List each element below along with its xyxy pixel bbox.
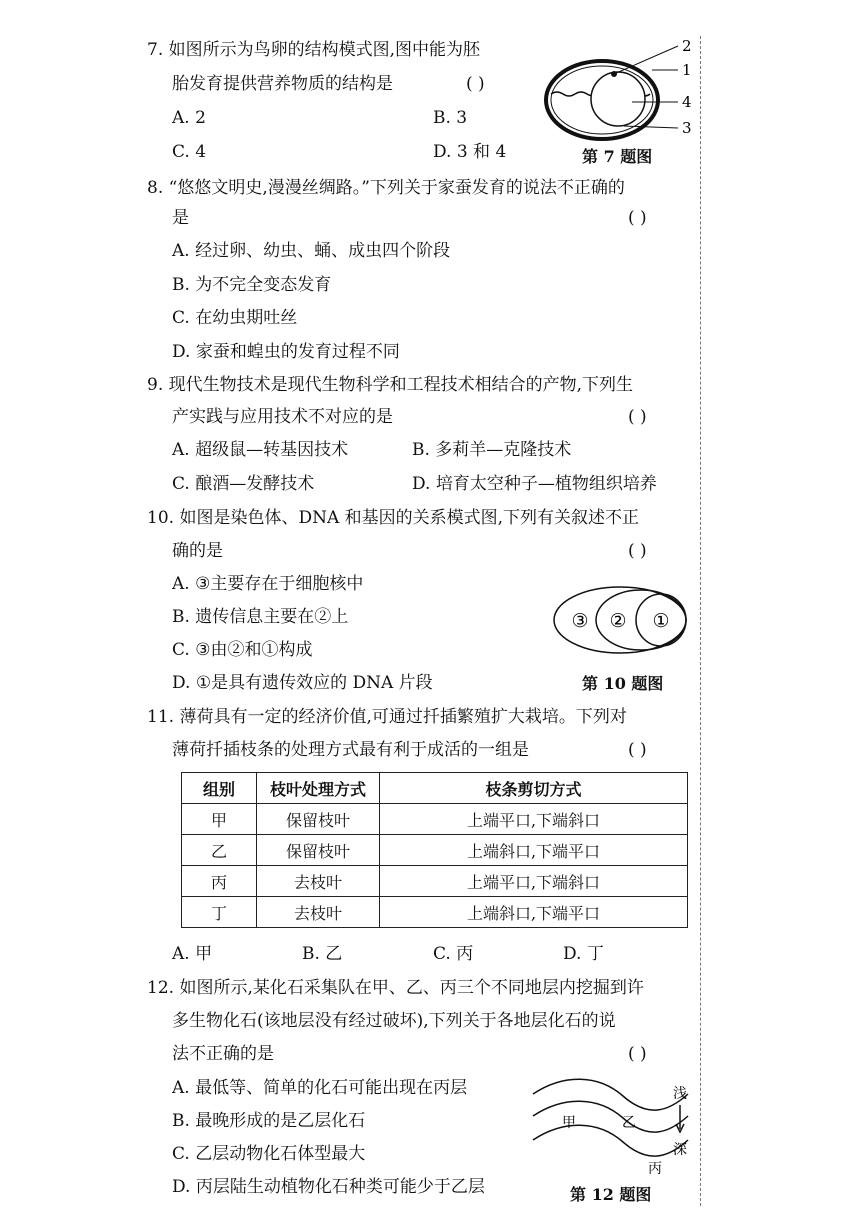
q11-option-d: D. 丁	[563, 944, 604, 964]
q7-option-b: B. 3	[433, 108, 468, 128]
q9-stem-line2: 产实践与应用技术不对应的是	[172, 407, 393, 427]
q8-stem-line1: 8. “悠悠文明史,漫漫丝绸路。”下列关于家蚕发育的说法不正确的	[147, 178, 625, 198]
q9-stem-line1: 9. 现代生物技术是现代生物科学和工程技术相结合的产物,下列生	[147, 375, 634, 395]
label-shallow: 浅	[673, 1086, 687, 1102]
q8-stem-line2: 是	[172, 208, 189, 228]
q12-option-b: B. 最晚形成的是乙层化石	[172, 1111, 366, 1131]
q8-answer-paren: ( )	[628, 208, 647, 228]
table-cell: 丁	[182, 897, 257, 928]
q11-stem-line1: 11. 薄荷具有一定的经济价值,可通过扦插繁殖扩大栽培。下列对	[147, 707, 627, 727]
egg-yolk	[591, 72, 645, 126]
q8-option-d: D. 家蚕和蝗虫的发育过程不同	[172, 342, 400, 362]
q7-option-c: C. 4	[172, 142, 207, 162]
table-cell: 乙	[182, 835, 257, 866]
table-cell: 去枝叶	[257, 897, 380, 928]
figure-label-4: 4	[682, 93, 692, 111]
q7-stem-line2: 胎发育提供营养物质的结构是	[172, 74, 393, 94]
table-header: 枝条剪切方式	[380, 773, 688, 804]
q10-answer-paren: ( )	[628, 541, 647, 561]
figure-label-1: 1	[682, 61, 692, 79]
q12-answer-paren: ( )	[628, 1044, 647, 1064]
stratum-label-jia: 甲	[562, 1115, 576, 1131]
q12-option-d: D. 丙层陆生动植物化石种类可能少于乙层	[172, 1177, 485, 1197]
rock-strata-figure	[528, 1072, 693, 1182]
q11-option-c: C. 丙	[433, 944, 474, 964]
egg-structure-figure	[540, 34, 700, 150]
q12-stem-line1: 12. 如图所示,某化石采集队在甲、乙、丙三个不同地层内挖掘到许	[147, 978, 644, 998]
q10-option-d: D. ①是具有遗传效应的 DNA 片段	[172, 673, 433, 693]
q10-option-a: A. ③主要存在于细胞核中	[172, 574, 364, 594]
table-cell: 上端斜口,下端平口	[380, 835, 688, 866]
q10-stem-line1: 10. 如图是染色体、DNA 和基因的关系模式图,下列有关叙述不正	[147, 508, 640, 528]
table-header-row	[182, 773, 688, 804]
cutting-treatment-table	[181, 772, 688, 928]
q12-figure-caption: 第 12 题图	[570, 1185, 652, 1204]
table-cell: 上端斜口,下端平口	[380, 897, 688, 928]
table-cell: 保留枝叶	[257, 835, 380, 866]
q8-option-c: C. 在幼虫期吐丝	[172, 308, 298, 328]
q9-option-d: D. 培育太空种子—植物组织培养	[412, 474, 657, 494]
q10-figure-caption: 第 10 题图	[582, 674, 664, 693]
table-cell: 丙	[182, 866, 257, 897]
table-header: 枝叶处理方式	[257, 773, 380, 804]
stratum-line-1	[533, 1079, 688, 1110]
label-circle-3: ③	[571, 610, 589, 632]
q12-option-a: A. 最低等、简单的化石可能出现在丙层	[172, 1078, 468, 1098]
stratum-label-bing: 丙	[648, 1161, 662, 1177]
table-row	[182, 835, 688, 866]
figure-label-2: 2	[682, 37, 692, 55]
q12-stem-line2: 多生物化石(该地层没有经过破坏),下列关于各地层化石的说	[172, 1011, 616, 1031]
q10-stem-line2: 确的是	[172, 541, 223, 561]
q8-option-a: A. 经过卵、幼虫、蛹、成虫四个阶段	[172, 241, 451, 261]
table-cell: 上端平口,下端斜口	[380, 804, 688, 835]
stratum-label-yi: 乙	[622, 1115, 636, 1131]
figure-label-3: 3	[682, 119, 692, 137]
q9-option-c: C. 酿酒—发酵技术	[172, 474, 315, 494]
label-circle-1: ①	[652, 610, 670, 632]
q9-option-a: A. 超级鼠—转基因技术	[172, 440, 349, 460]
q12-stem-line3: 法不正确的是	[172, 1044, 274, 1064]
table-row	[182, 804, 688, 835]
stratum-line-2	[533, 1101, 688, 1132]
q11-answer-paren: ( )	[628, 740, 647, 760]
q9-answer-paren: ( )	[628, 407, 647, 427]
table-row	[182, 897, 688, 928]
chromosome-dna-gene-figure	[550, 584, 695, 656]
q7-figure-caption: 第 7 题图	[582, 147, 653, 166]
q11-option-b: B. 乙	[302, 944, 343, 964]
q7-option-d: D. 3 和 4	[433, 142, 507, 162]
q7-option-a: A. 2	[172, 108, 206, 128]
label-circle-2: ②	[609, 610, 627, 632]
label-deep: 深	[673, 1142, 687, 1158]
table-cell: 去枝叶	[257, 866, 380, 897]
q10-option-b: B. 遗传信息主要在②上	[172, 607, 349, 627]
q12-option-c: C. 乙层动物化石体型最大	[172, 1144, 366, 1164]
column-divider	[700, 36, 701, 1206]
q10-option-c: C. ③由②和①构成	[172, 640, 313, 660]
q9-option-b: B. 多莉羊—克隆技术	[412, 440, 572, 460]
table-cell: 甲	[182, 804, 257, 835]
q7-stem-line1: 7. 如图所示为鸟卵的结构模式图,图中能为胚	[147, 40, 481, 60]
table-cell: 保留枝叶	[257, 804, 380, 835]
q8-option-b: B. 为不完全变态发育	[172, 275, 332, 295]
table-header: 组别	[182, 773, 257, 804]
q11-stem-line2: 薄荷扦插枝条的处理方式最有利于成活的一组是	[172, 740, 529, 760]
q7-answer-paren: ( )	[466, 74, 485, 94]
table-row	[182, 866, 688, 897]
table-cell: 上端平口,下端斜口	[380, 866, 688, 897]
q11-option-a: A. 甲	[172, 944, 213, 964]
